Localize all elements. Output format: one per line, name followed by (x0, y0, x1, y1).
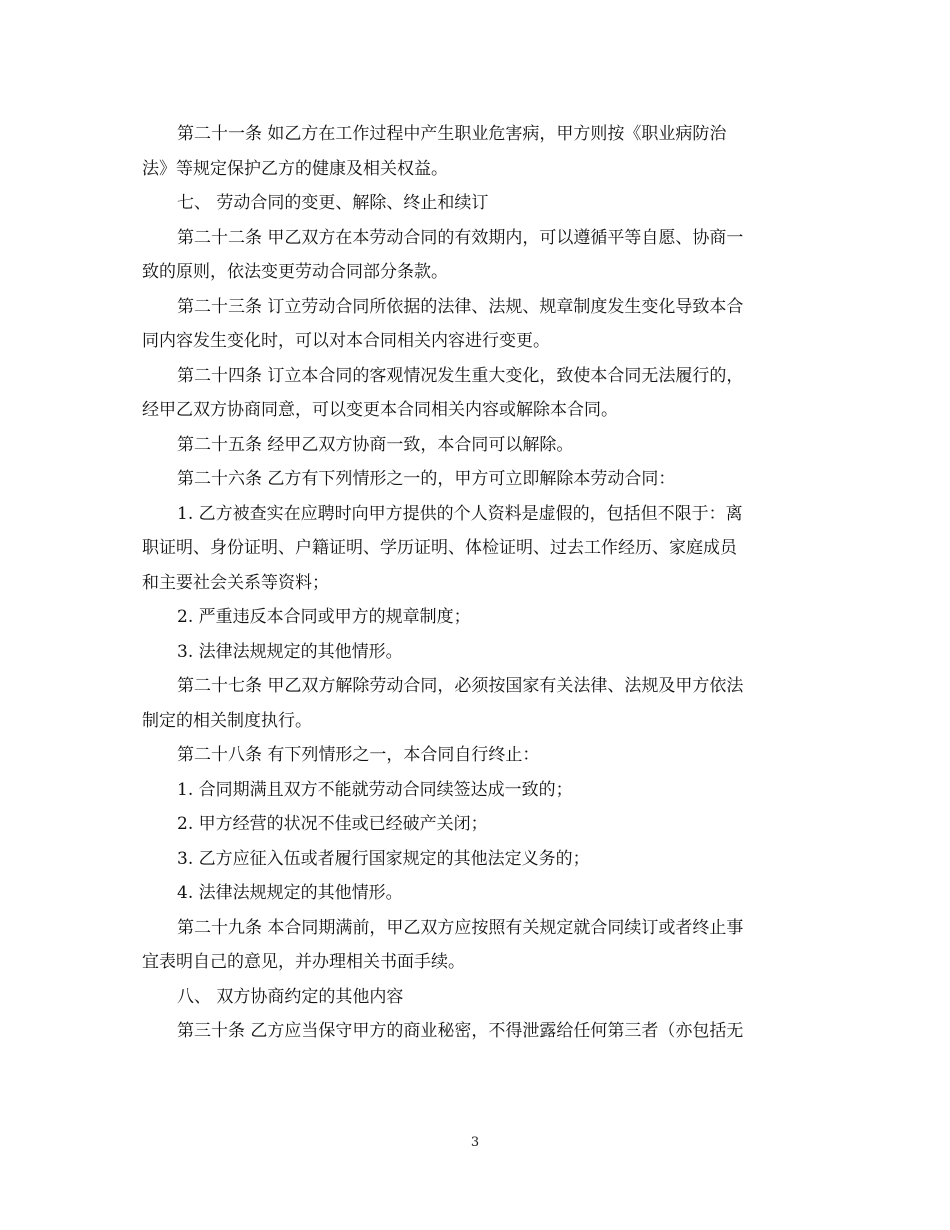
text-line: 宜表明自己的意见，并办理相关书面手续。 (142, 952, 465, 972)
text-line: 第三十条 乙方应当保守甲方的商业秘密，不得泄露给任何第三者（亦包括无 (177, 1021, 744, 1041)
text-line: 第二十七条 甲乙双方解除劳动合同，必须按国家有关法律、法规及甲方依法 (177, 676, 744, 696)
list-item: 2. 甲方经营的状况不佳或已经破产关闭； (177, 814, 488, 834)
text-line: 职证明、身份证明、户籍证明、学历证明、体检证明、过去工作经历、家庭成员 (142, 538, 737, 558)
text-line: 第二十一条 如乙方在工作过程中产生职业危害病，甲方则按《职业病防治 (177, 124, 727, 144)
text-line: 第二十二条 甲乙双方在本劳动合同的有效期内，可以遵循平等自愿、协商一 (177, 227, 744, 248)
text-line: 第二十五条 经甲乙双方协商一致，本合同可以解除。 (177, 434, 574, 455)
list-item: 3. 法律法规规定的其他情形。 (177, 641, 403, 662)
list-item: 1. 乙方被查实在应聘时向甲方提供的个人资料是虚假的，包括但不限于：离 (177, 503, 743, 524)
text-line: 第二十六条 乙方有下列情形之一的，甲方可立即解除本劳动合同： (177, 469, 676, 489)
list-item: 4. 法律法规规定的其他情形。 (177, 883, 403, 903)
text-line: 和主要社会关系等资料； (142, 572, 329, 593)
text-line: 法》等规定保护乙方的健康及相关权益。 (142, 158, 448, 179)
document-body (142, 117, 807, 1049)
text-line: 第二十四条 订立本合同的客观情况发生重大变化，致使本合同无法履行的， (177, 365, 744, 386)
text-line: 致的原则，依法变更劳动合同部分条款。 (142, 262, 448, 282)
list-item: 2. 严重违反本合同或甲方的规章制度； (177, 607, 471, 627)
text-line: 制定的相关制度执行。 (142, 710, 312, 731)
text-line: 同内容发生变化时，可以对本合同相关内容进行变更。 (142, 331, 550, 351)
page-number: 3 (470, 1135, 480, 1150)
section-heading: 八、 双方协商约定的其他内容 (177, 986, 404, 1007)
text-line: 第二十八条 有下列情形之一，本合同自行终止： (177, 745, 540, 765)
text-line: 第二十三条 订立劳动合同所依据的法律、法规、规章制度发生变化导致本合 (177, 296, 744, 317)
text-line: 经甲乙双方协商同意，可以变更本合同相关内容或解除本合同。 (142, 400, 618, 420)
list-item: 3. 乙方应征入伍或者履行国家规定的其他法定义务的； (177, 848, 590, 869)
text-line: 第二十九条 本合同期满前，甲乙双方应按照有关规定就合同续订或者终止事 (177, 917, 744, 938)
document-text (142, 117, 807, 1049)
list-item: 1. 合同期满且双方不能就劳动合同续签达成一致的； (177, 779, 573, 800)
section-heading: 七、 劳动合同的变更、解除、终止和续订 (177, 193, 489, 213)
